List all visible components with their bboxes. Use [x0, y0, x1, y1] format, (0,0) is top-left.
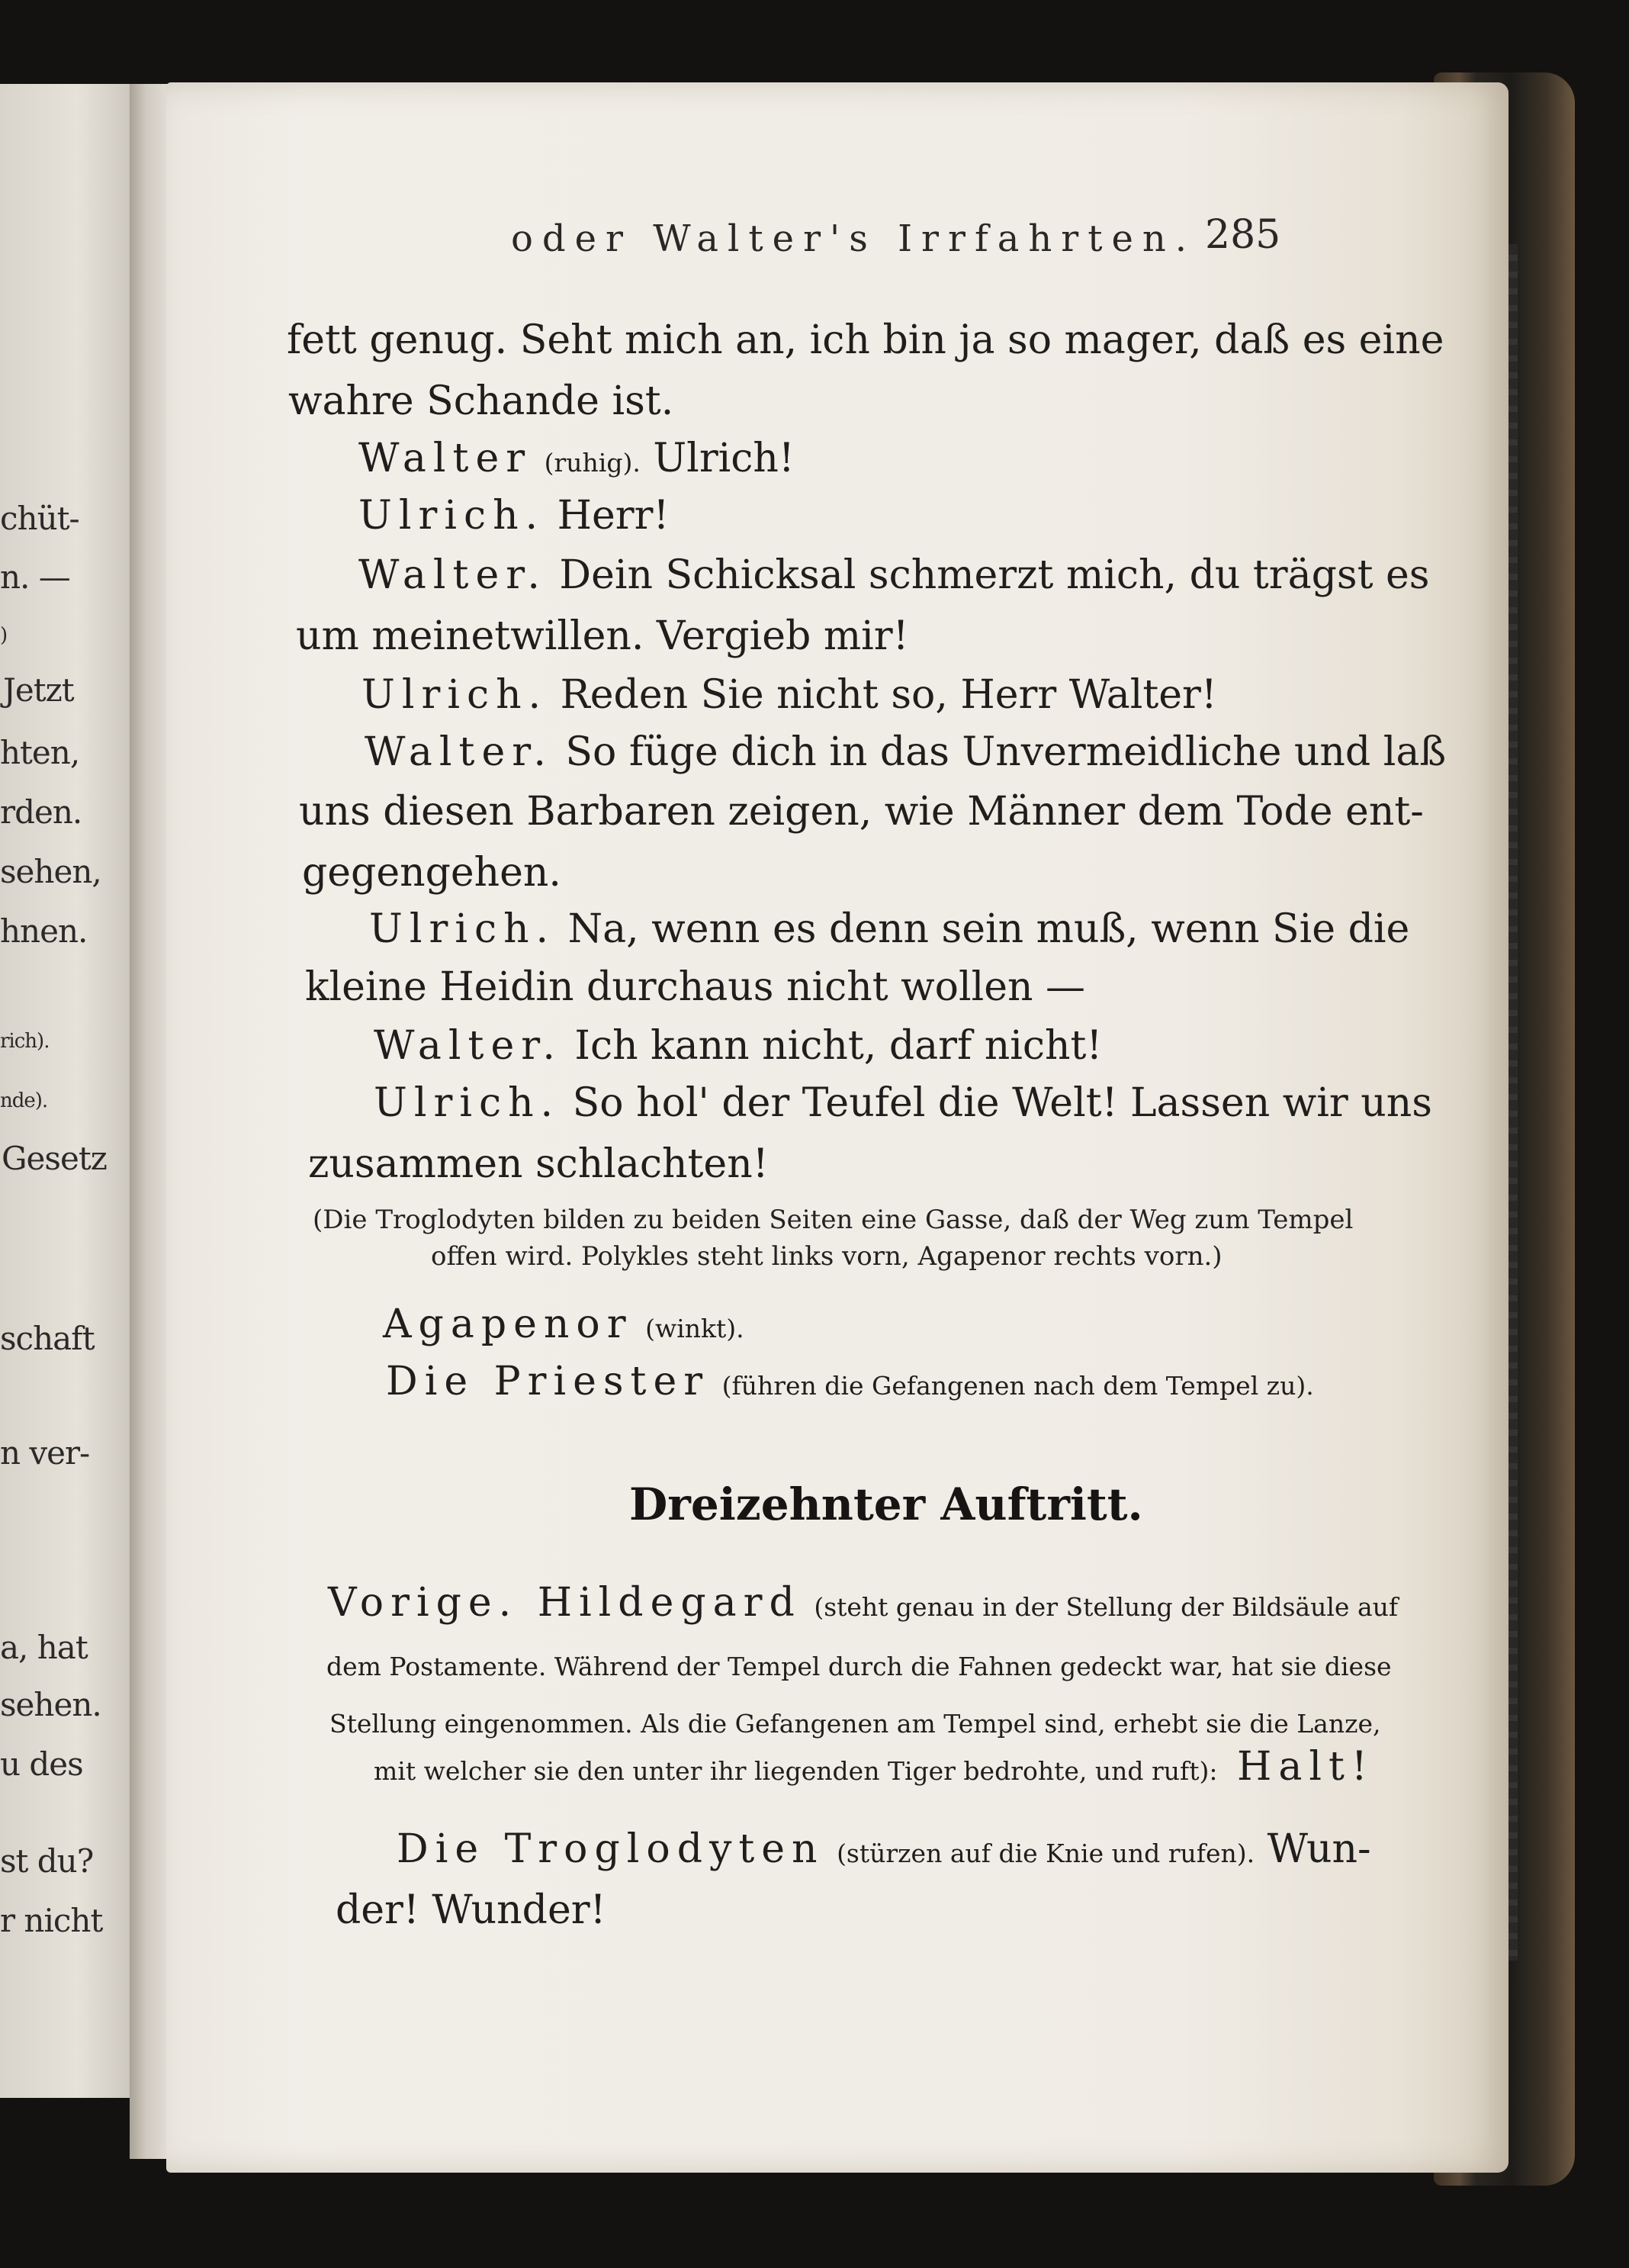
- speech-line: [365, 729, 1447, 775]
- stage-direction-inline: (steht genau in der Stellung der Bildsäule auf: [814, 1592, 1399, 1622]
- line-text: Halt!: [1217, 1744, 1374, 1790]
- speaker-name: Ulrich.: [358, 493, 545, 539]
- stage-direction-inline: dem Postamente. Während der Tempel durch die Fahnen gedeckt war, hat sie diese: [326, 1652, 1392, 1681]
- left-fragment: u des: [0, 1745, 83, 1783]
- speaker-name: Walter: [358, 436, 532, 481]
- stage-direction-inline: (winkt).: [645, 1314, 744, 1343]
- line-text: uns diesen Barbaren zeigen, wie Männer dem Tode ent-: [299, 789, 1424, 835]
- left-fragment: a, hat: [0, 1629, 88, 1666]
- left-fragment: hnen.: [0, 912, 88, 950]
- line-text: Ich kann nicht, darf nicht!: [561, 1023, 1103, 1069]
- left-fragment: sehen.: [0, 1686, 101, 1723]
- left-fragment: ): [0, 624, 8, 647]
- stage-direction-inline: (führen die Gefangenen nach dem Tempel zu).: [721, 1371, 1314, 1401]
- line-text: Reden Sie nicht so, Herr Walter!: [548, 672, 1217, 718]
- stage-direction-inline: Stellung eingenommen. Als die Gefangenen am Tempel sind, erhebt sie die Lanze,: [329, 1709, 1381, 1739]
- left-fragment: rich).: [0, 1030, 50, 1053]
- stage-direction-line: offen wird. Polykles steht links vorn, Agapenor rechts vorn.): [431, 1241, 1223, 1272]
- left-page: [0, 84, 141, 2098]
- scene-heading: Dreizehnter Auftritt.: [629, 1478, 1143, 1530]
- speaker-name: Walter.: [358, 552, 547, 598]
- line-text: fett genug. Seht mich an, ich bin ja so mager, daß es eine: [287, 317, 1444, 363]
- line-text: Herr!: [545, 493, 670, 539]
- left-fragment: hten,: [0, 734, 80, 771]
- stage-direction-line: (Die Troglodyten bilden zu beiden Seiten eine Gasse, daß der Weg zum Tempel: [313, 1205, 1354, 1235]
- line-text: kleine Heidin durchaus nicht wollen —: [305, 964, 1086, 1010]
- left-fragment: sehen,: [0, 853, 101, 890]
- line-text: der! Wunder!: [336, 1887, 606, 1933]
- speech-line: [386, 1359, 1314, 1404]
- line-text: gegengehen.: [302, 850, 561, 896]
- left-fragment: r nicht: [0, 1902, 103, 1939]
- stage-direction-inline: (ruhig).: [544, 448, 641, 478]
- speaker-name: Die Troglodyten: [397, 1826, 824, 1872]
- line-text: Dein Schicksal schmerzt mich, du trägst es: [546, 552, 1430, 598]
- page-number: 285: [1205, 212, 1281, 258]
- text-line: [288, 378, 674, 424]
- speaker-name: Ulrich.: [374, 1080, 561, 1126]
- text-line: [296, 613, 909, 659]
- text-line: [299, 789, 1424, 835]
- speaker-name: Walter.: [365, 729, 553, 775]
- line-text: Wun-: [1255, 1826, 1371, 1872]
- speech-line: [383, 1301, 744, 1347]
- stage-direction-inline: mit welcher sie den unter ihr liegenden Tiger bedrohte, und ruft):: [374, 1756, 1218, 1786]
- left-fragment: rden.: [0, 793, 82, 831]
- stage-direction-line: [374, 1744, 1374, 1790]
- speaker-name: Vorige. Hildegard: [328, 1580, 802, 1626]
- line-text: Na, wenn es denn sein muß, wenn Sie die: [555, 906, 1410, 952]
- left-fragment: n. —: [0, 558, 70, 596]
- speech-line: [361, 672, 1217, 718]
- speech-line: [358, 552, 1430, 598]
- text-line: [287, 317, 1444, 363]
- text-line: [308, 1141, 769, 1187]
- left-fragment: nde).: [0, 1089, 48, 1112]
- speaker-name: Ulrich.: [369, 906, 556, 952]
- speech-line: [328, 1580, 1399, 1626]
- stage-direction-inline: (stürzen auf die Knie und rufen).: [837, 1839, 1255, 1868]
- line-text: So hol' der Teufel die Welt! Lassen wir uns: [560, 1080, 1432, 1126]
- line-text: um meinetwillen. Vergieb mir!: [296, 613, 909, 659]
- speaker-name: Agapenor: [383, 1301, 633, 1347]
- speaker-name: Die Priester: [386, 1359, 710, 1404]
- text-line: [302, 850, 561, 896]
- stage-direction-line: [326, 1642, 1392, 1682]
- line-text: So füge dich in das Unvermeidliche und laß: [552, 729, 1447, 775]
- speech-line: [358, 436, 795, 481]
- speaker-name: Walter.: [374, 1023, 562, 1069]
- line-text: zusammen schlachten!: [308, 1141, 769, 1187]
- line-text: Ulrich!: [640, 436, 795, 481]
- speech-line: [374, 1023, 1103, 1069]
- speaker-name: Ulrich.: [361, 672, 548, 718]
- text-line: [336, 1887, 606, 1933]
- running-head: oder Walter's Irrfahrten.: [511, 217, 1197, 260]
- left-fragment: schaft: [0, 1320, 95, 1357]
- left-fragment: st du?: [0, 1842, 94, 1880]
- speech-line: [369, 906, 1410, 952]
- left-fragment: n ver-: [0, 1434, 90, 1472]
- speech-line: [397, 1826, 1371, 1872]
- left-fragment: chüt-: [0, 500, 79, 537]
- left-fragment: Jetzt: [3, 671, 74, 709]
- stage-direction-line: [329, 1700, 1381, 1739]
- speech-line: [374, 1080, 1432, 1126]
- left-fragment: Gesetz: [2, 1140, 107, 1177]
- speech-line: [358, 493, 670, 539]
- text-line: [305, 964, 1086, 1010]
- line-text: wahre Schande ist.: [288, 378, 674, 424]
